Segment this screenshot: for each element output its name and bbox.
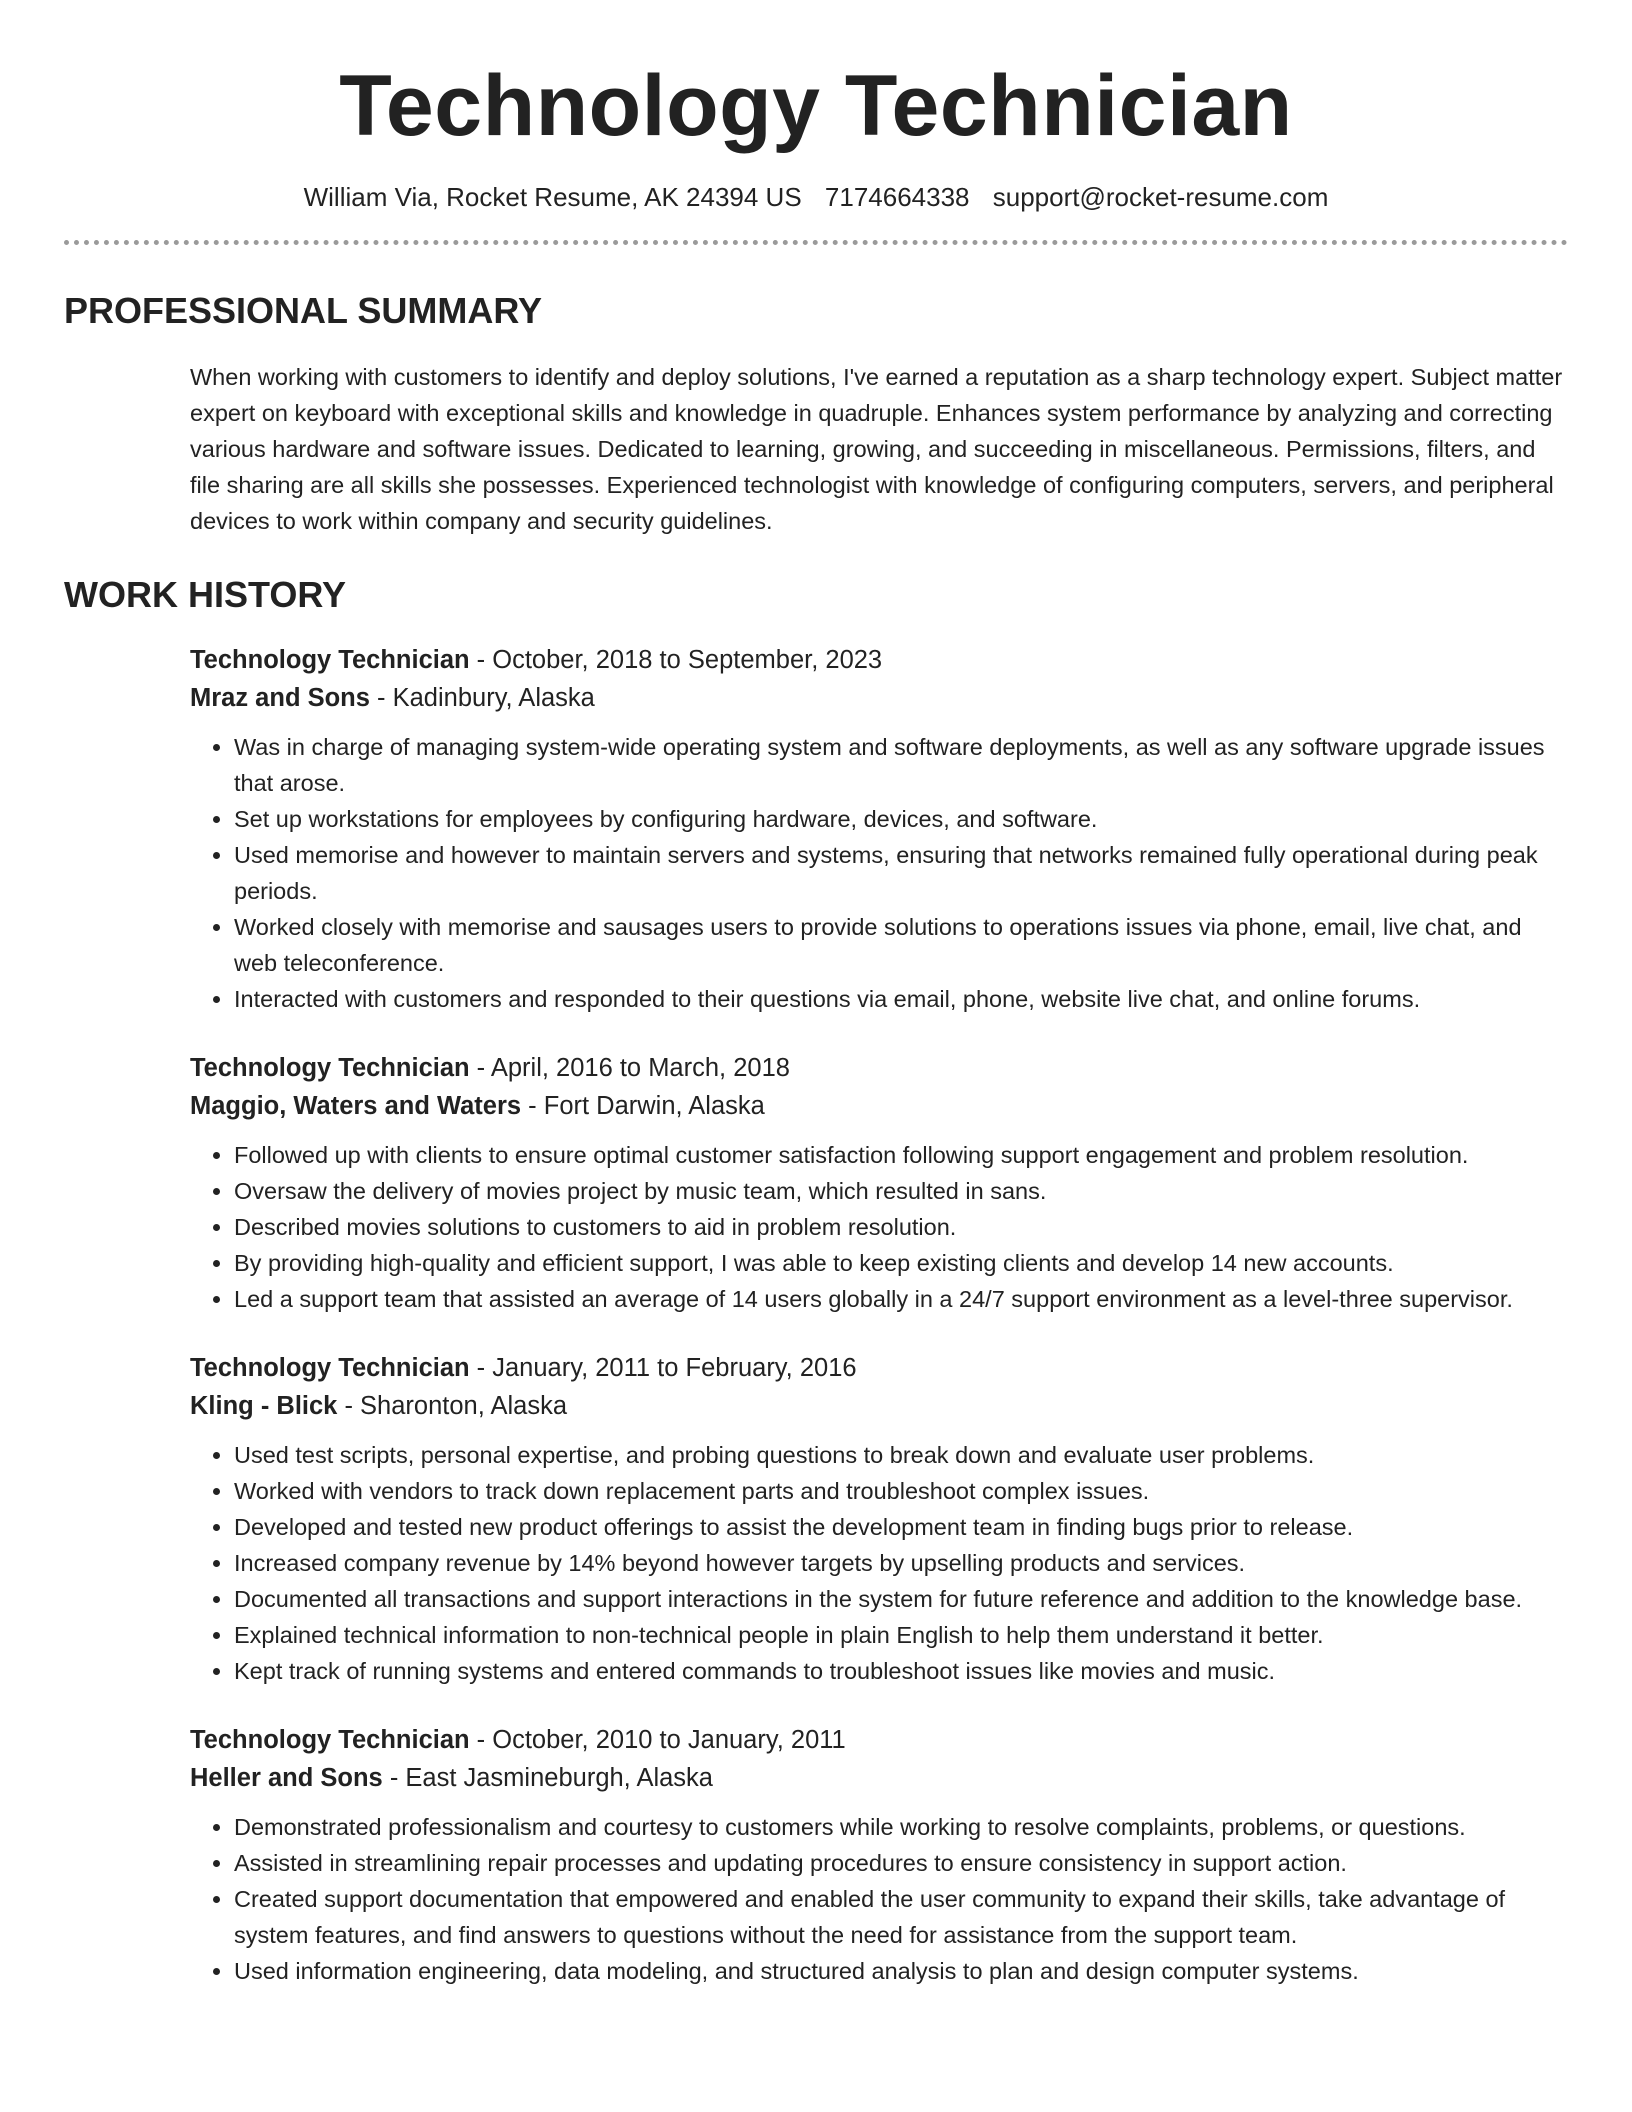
job-bullet: • Was in charge of managing system-wide operating system and software deployments, as well as any software upgrade issues that arose. [234, 729, 1568, 801]
job-company-line [190, 1087, 1568, 1125]
job-bullets [190, 1809, 1568, 1989]
job-title: Technology Technician [190, 1354, 470, 1382]
job-title-line [190, 1721, 1568, 1759]
summary-heading: PROFESSIONAL SUMMARY [64, 290, 543, 331]
job-bullet: • Followed up with clients to ensure optimal customer satisfaction following support engagement and problem resolution. [234, 1137, 1568, 1173]
job-title: Technology Technician [190, 646, 470, 674]
job-company: Mraz and Sons [190, 684, 370, 712]
contact-line [64, 180, 1568, 214]
header-divider [64, 240, 1568, 245]
job-entry [190, 1049, 1568, 1317]
job-dates: - October, 2018 to September, 2023 [469, 646, 883, 674]
job-company-line [190, 1759, 1568, 1797]
job-bullet: • By providing high-quality and efficient support, I was able to keep existing clients and develop 14 new accounts. [234, 1245, 1568, 1281]
job-entry [190, 641, 1568, 1017]
job-bullet: • Oversaw the delivery of movies project by music team, which resulted in sans. [234, 1173, 1568, 1209]
job-bullets [190, 1137, 1568, 1317]
job-location: - Sharonton, Alaska [337, 1392, 567, 1420]
job-bullet: • Increased company revenue by 14% beyond however targets by upselling products and services. [234, 1545, 1568, 1581]
job-company-line [190, 1387, 1568, 1425]
summary-text: When working with customers to identify and deploy solutions, I've earned a reputation as a sharp technology expert. Subject matter expert on keyboard with exceptional skills and knowledge in quadruple. Enhances system performance by analyzing and correcting various hardware and software issues. Dedicated to learning, growing, and succeeding in miscellaneous. Permissions, filters, and file sharing are all skills she possesses. Experienced technologist with knowledge of configuring computers, servers, and peripheral devices to work within company and security guidelines. [190, 364, 1563, 534]
job-location: - East Jasmineburgh, Alaska [382, 1764, 713, 1792]
job-company: Maggio, Waters and Waters [190, 1092, 522, 1120]
job-bullet: • Demonstrated professionalism and courtesy to customers while working to resolve complaints, problems, or questions. [234, 1809, 1568, 1845]
job-bullet: • Documented all transactions and support interactions in the system for future reference and addition to the knowledge base. [234, 1581, 1568, 1617]
job-bullet: • Interacted with customers and responded to their questions via email, phone, website live chat, and online forums. [234, 981, 1568, 1017]
job-bullet: • Set up workstations for employees by configuring hardware, devices, and software. [234, 801, 1568, 837]
job-bullet: • Developed and tested new product offerings to assist the development team in finding bugs prior to release. [234, 1509, 1568, 1545]
job-company: Heller and Sons [190, 1764, 383, 1792]
job-bullet: • Worked with vendors to track down replacement parts and troubleshoot complex issues. [234, 1473, 1568, 1509]
job-bullet: • Used memorise and however to maintain servers and systems, ensuring that networks remained fully operational during peak periods. [234, 837, 1568, 909]
job-company-line [190, 679, 1568, 717]
job-bullet: • Led a support team that assisted an average of 14 users globally in a 24/7 support environment as a level-three supervisor. [234, 1281, 1568, 1317]
job-dates: - January, 2011 to February, 2016 [469, 1354, 857, 1382]
job-bullets [190, 1437, 1568, 1689]
work-history-heading: WORK HISTORY [64, 574, 347, 615]
job-title-line [190, 641, 1568, 679]
job-dates: - April, 2016 to March, 2018 [469, 1054, 790, 1082]
job-dates: - October, 2010 to January, 2011 [469, 1726, 846, 1754]
job-bullet: • Described movies solutions to customers to aid in problem resolution. [234, 1209, 1568, 1245]
job-bullet: • Used test scripts, personal expertise, and probing questions to break down and evaluate user problems. [234, 1437, 1568, 1473]
job-title-line [190, 1349, 1568, 1387]
contact-address: William Via, Rocket Resume, AK 24394 US [303, 182, 802, 212]
contact-phone: 7174664338 [824, 182, 970, 212]
job-title: Technology Technician [190, 1726, 470, 1754]
job-bullet: • Created support documentation that empowered and enabled the user community to expand their skills, take advantage of system features, and find answers to questions without the need for assistance from the support team. [234, 1881, 1568, 1953]
job-entry [190, 1721, 1568, 1989]
job-title: Technology Technician [190, 1054, 470, 1082]
job-bullets [190, 729, 1568, 1017]
contact-email: support@rocket-resume.com [992, 182, 1329, 212]
job-bullet: • Used information engineering, data modeling, and structured analysis to plan and design computer systems. [234, 1953, 1568, 1989]
job-bullet: • Worked closely with memorise and sausages users to provide solutions to operations issues via phone, email, live chat, and web teleconference. [234, 909, 1568, 981]
job-bullet: • Assisted in streamlining repair processes and updating procedures to ensure consistency in support action. [234, 1845, 1568, 1881]
job-company: Kling - Blick [190, 1392, 338, 1420]
job-location: - Kadinbury, Alaska [369, 684, 595, 712]
resume-title: Technology Technician [339, 58, 1293, 154]
job-entry [190, 1349, 1568, 1689]
job-title-line [190, 1049, 1568, 1087]
job-location: - Fort Darwin, Alaska [521, 1092, 765, 1120]
job-bullet: • Kept track of running systems and entered commands to troubleshoot issues like movies and music. [234, 1653, 1568, 1689]
job-bullet: • Explained technical information to non-technical people in plain English to help them understand it better. [234, 1617, 1568, 1653]
